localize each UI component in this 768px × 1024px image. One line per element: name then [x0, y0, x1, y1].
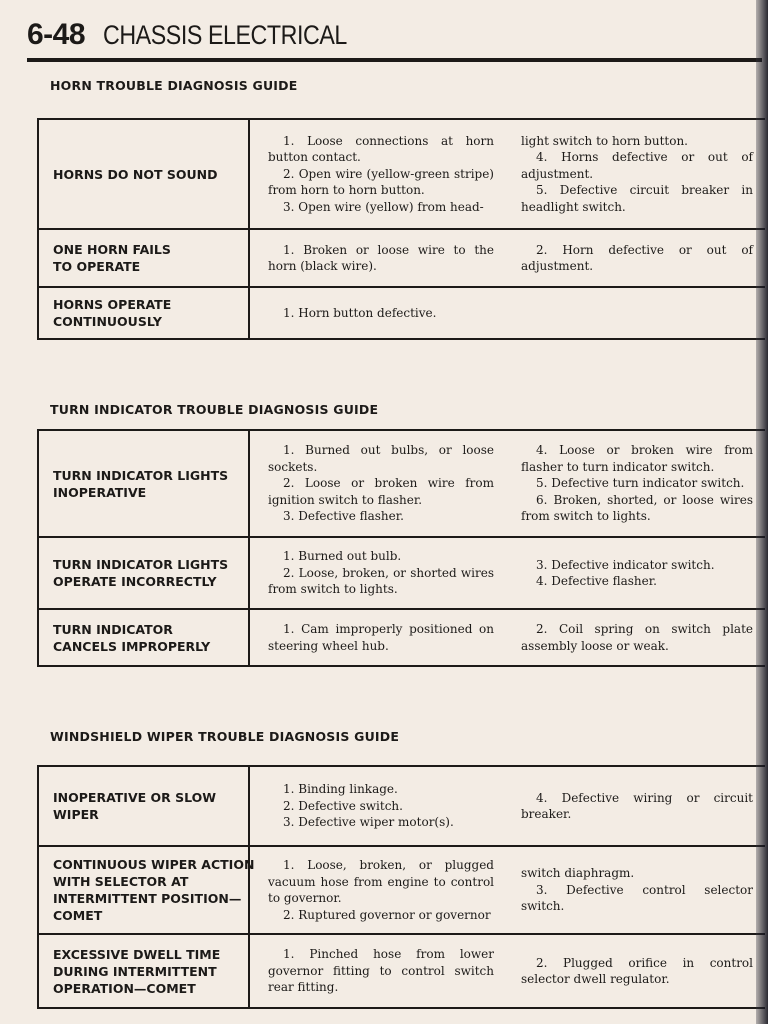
condition-label: INTERMITTENT POSITION— — [53, 891, 242, 906]
possible-source-item: 6. Broken, shorted, or loose wires from switch to lights. — [521, 492, 753, 524]
horn-guide-table — [37, 118, 765, 340]
condition-cell — [37, 847, 255, 933]
possible-source-column — [521, 230, 753, 286]
condition-cell — [37, 935, 250, 1007]
condition-cell — [37, 230, 250, 286]
possible-source-column — [521, 288, 753, 338]
possible-source-item: 2. Plugged orifice in control selector dwell regulator. — [521, 955, 753, 986]
condition-label: INOPERATIVE — [53, 484, 147, 500]
table-row — [37, 538, 765, 610]
possible-source-item: 1. Loose connections at horn button contact. — [268, 133, 494, 165]
possible-source-item: 1. Cam improperly positioned on steering wheel hub. — [268, 622, 494, 653]
condition-label: WITH SELECTOR AT — [53, 874, 189, 889]
condition-label: CONTINUOUS WIPER ACTION — [53, 857, 255, 872]
condition-label: INOPERATIVE OR SLOW — [53, 790, 217, 805]
condition-label: CONTINUOUSLY — [53, 314, 162, 329]
turn-indicator-guide-table — [37, 429, 765, 667]
condition-label: ONE HORN FAILS — [53, 242, 171, 257]
possible-source-item: 5. Defective circuit breaker in headlight switch. — [521, 183, 753, 214]
possible-source-item: 2. Horn defective or out of adjustment. — [521, 242, 753, 273]
header-rule — [27, 58, 762, 62]
possible-source-item: 3. Open wire (yellow) from head- — [283, 199, 484, 214]
possible-source-item: 2. Open wire (yellow-green stripe) from horn to horn button. — [268, 166, 494, 198]
possible-source-column — [268, 538, 494, 608]
table-row — [37, 431, 765, 538]
possible-source-column — [268, 230, 494, 286]
possible-source-column — [268, 935, 494, 1007]
condition-label: HORNS OPERATE — [53, 297, 172, 312]
possible-source-column — [268, 610, 494, 665]
condition-label: EXCESSIVE DWELL TIME — [53, 946, 221, 962]
possible-source-item: 2. Loose, broken, or shorted wires from switch to lights. — [268, 565, 494, 597]
table-row — [37, 935, 765, 1009]
condition-label: WIPER — [53, 807, 99, 822]
wiper-guide-table — [37, 765, 765, 1009]
possible-source-column — [521, 431, 753, 536]
possible-source-item: 1. Loose, broken, or plugged vacuum hose from engine to control to governor. — [268, 858, 494, 905]
table-row — [37, 847, 765, 935]
condition-label: TO OPERATE — [53, 259, 141, 274]
possible-source-item: switch diaphragm. — [521, 866, 635, 881]
table-row — [37, 120, 765, 230]
possible-source-item: 1. Broken or loose wire to the horn (black wire). — [268, 242, 494, 273]
chapter-title: CHASSIS ELECTRICAL — [103, 20, 347, 50]
possible-source-column — [268, 431, 494, 536]
possible-source-item: light switch to horn button. — [521, 133, 688, 148]
table-row — [37, 610, 765, 667]
condition-cell — [37, 288, 250, 338]
condition-label: HORNS DO NOT SOUND — [53, 166, 218, 182]
condition-label: CANCELS IMPROPERLY — [53, 638, 211, 654]
possible-source-column — [268, 288, 494, 338]
possible-source-item: 1. Burned out bulb. — [283, 549, 402, 564]
possible-source-item: 3. Defective control selector switch. — [521, 882, 753, 914]
condition-cell — [37, 431, 250, 536]
table-row — [37, 230, 765, 288]
condition-cell — [37, 767, 250, 845]
possible-source-item: 2. Defective switch. — [283, 798, 403, 813]
condition-cell — [37, 538, 250, 608]
possible-source-item: 2. Coil spring on switch plate assembly loose or weak. — [521, 622, 753, 653]
possible-source-column — [521, 538, 753, 608]
wiper-guide-title: WINDSHIELD WIPER TROUBLE DIAGNOSIS GUIDE — [50, 729, 400, 744]
condition-label: DURING INTERMITTENT — [53, 963, 217, 979]
possible-source-item: 1. Pinched hose from lower governor fitting to control switch rear fitting. — [268, 947, 494, 995]
possible-source-column — [268, 847, 494, 933]
possible-source-item: 3. Defective flasher. — [283, 509, 404, 524]
table-row — [37, 767, 765, 847]
possible-source-column — [521, 767, 753, 845]
turn-indicator-guide-title: TURN INDICATOR TROUBLE DIAGNOSIS GUIDE — [50, 402, 379, 417]
possible-source-item: 4. Defective flasher. — [536, 574, 657, 588]
table-row — [37, 288, 765, 340]
possible-source-item: 1. Burned out bulbs, or loose sockets. — [268, 443, 494, 474]
page-edge-shadow — [756, 0, 768, 1024]
possible-source-column — [268, 767, 494, 845]
page-number: 6-48 — [27, 18, 86, 51]
possible-source-item: 4. Loose or broken wire from flasher to turn indicator switch. — [521, 443, 753, 474]
possible-source-item: 3. Defective indicator switch. — [536, 557, 715, 572]
condition-label: OPERATE INCORRECTLY — [53, 574, 217, 589]
possible-source-item: 1. Horn button defective. — [283, 305, 437, 320]
possible-source-column — [521, 935, 753, 1007]
possible-source-item: 2. Ruptured governor or governor — [283, 907, 491, 922]
condition-label: OPERATION—COMET — [53, 980, 196, 996]
condition-cell — [37, 120, 250, 228]
condition-cell — [37, 610, 250, 665]
horn-guide-title: HORN TROUBLE DIAGNOSIS GUIDE — [50, 78, 298, 93]
condition-label: TURN INDICATOR — [53, 621, 173, 637]
condition-label: COMET — [53, 908, 103, 923]
condition-label: TURN INDICATOR LIGHTS — [53, 467, 229, 483]
possible-source-column — [521, 120, 753, 228]
possible-source-item: 1. Binding linkage. — [283, 782, 398, 797]
possible-source-column — [268, 120, 494, 228]
possible-source-item: 2. Loose or broken wire from ignition switch to flasher. — [268, 476, 494, 507]
possible-source-item: 5. Defective turn indicator switch. — [536, 476, 745, 491]
possible-source-item: 4. Defective wiring or circuit breaker. — [521, 790, 753, 821]
possible-source-item: 3. Defective wiper motor(s). — [283, 815, 454, 830]
possible-source-item: 4. Horns defective or out of adjustment. — [521, 150, 753, 181]
possible-source-column — [521, 847, 753, 933]
possible-source-column — [521, 610, 753, 665]
condition-label: TURN INDICATOR LIGHTS — [53, 557, 229, 572]
